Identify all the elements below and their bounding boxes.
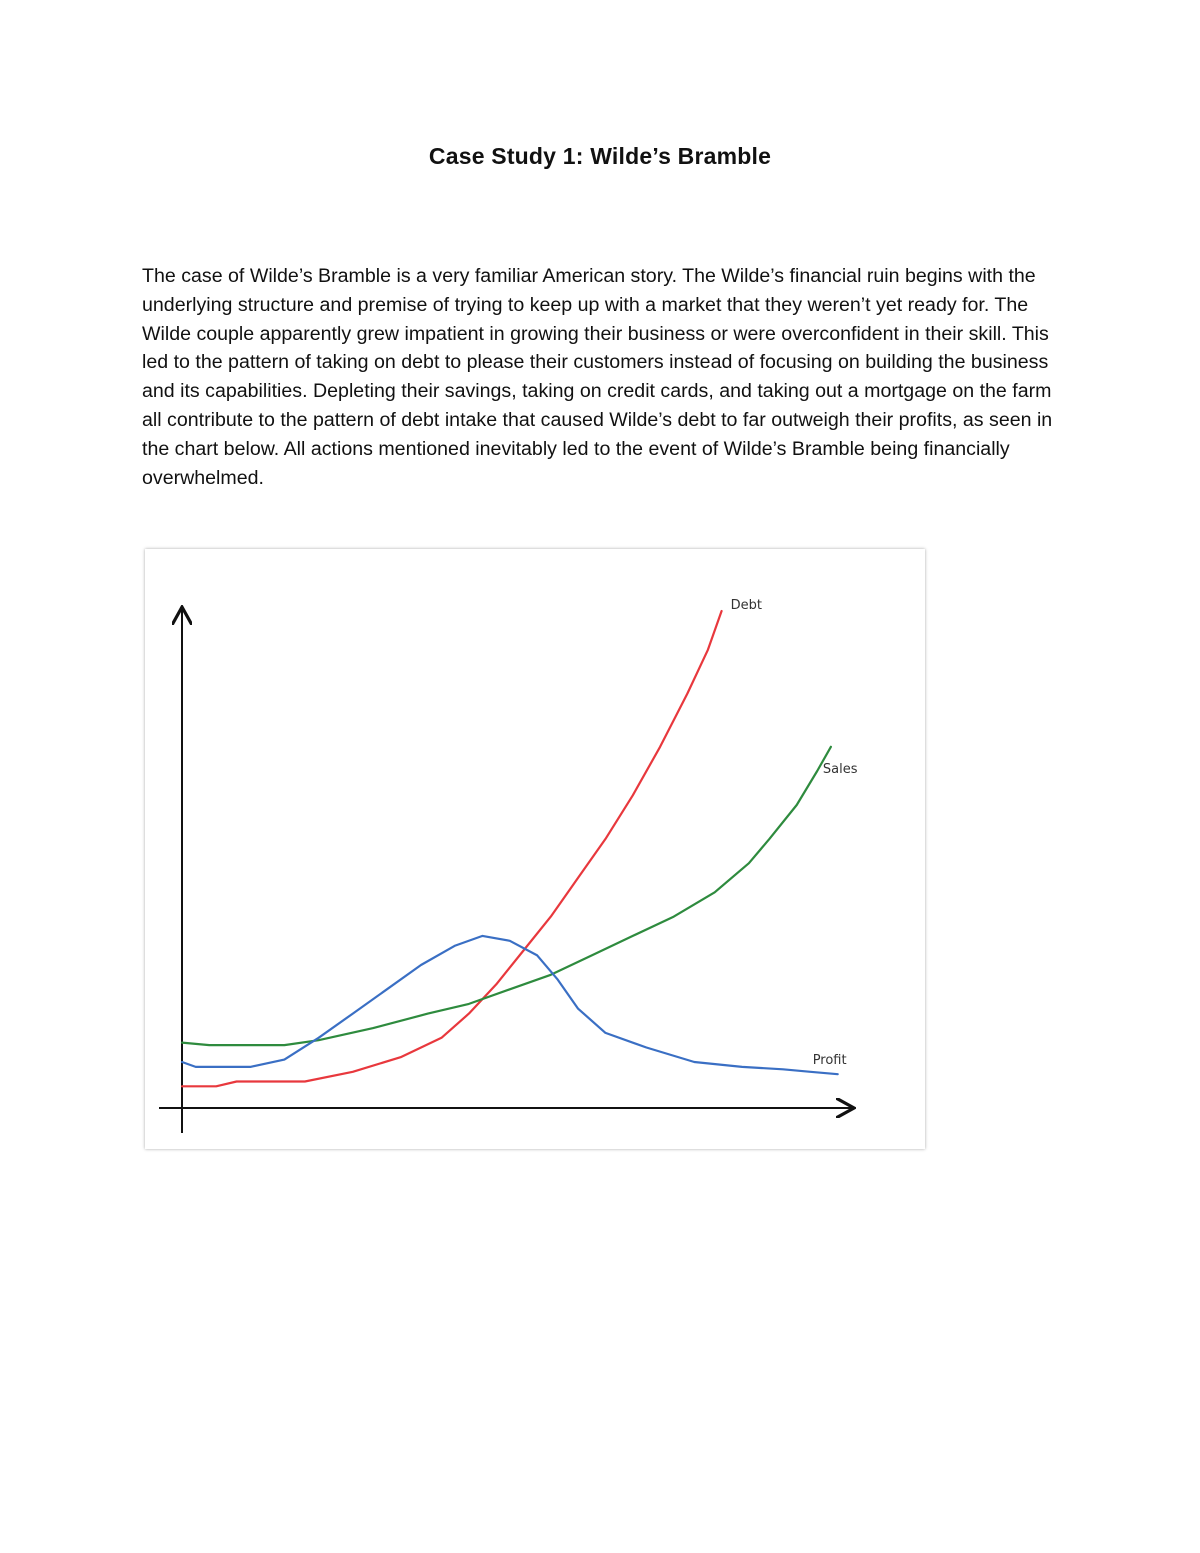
series-label-profit: Profit xyxy=(812,1053,847,1069)
chart-figure xyxy=(145,549,925,1149)
line-chart xyxy=(145,549,925,1149)
series-label-debt: Debt xyxy=(730,598,762,613)
series-line-profit xyxy=(182,936,838,1074)
series-line-debt xyxy=(182,611,722,1086)
series-label-sales: Sales xyxy=(822,761,858,777)
document-title: Case Study 1: Wilde’s Bramble xyxy=(428,143,772,169)
document-paragraph: The case of Wilde’s Bramble is a very familiar American story. The Wilde’s financial ruin begins with the underlying structure and premise of trying to keep up with a market that they weren’t yet ready for. The Wilde couple apparently grew impatient in growing their business or were overconfident in their skill. This led to the pattern of taking on debt to please their customers instead of focusing on building the business and its capabilities. Depleting their savings, taking on credit cards, and taking out a mortgage on the farm all contribute to the pattern of debt intake that caused Wilde’s debt to far outweigh their profits, as seen in the chart below. All actions mentioned inevitably led to the event of Wilde’s Bramble being financially overwhelmed. xyxy=(142,265,1053,489)
series-line-sales xyxy=(182,747,831,1045)
